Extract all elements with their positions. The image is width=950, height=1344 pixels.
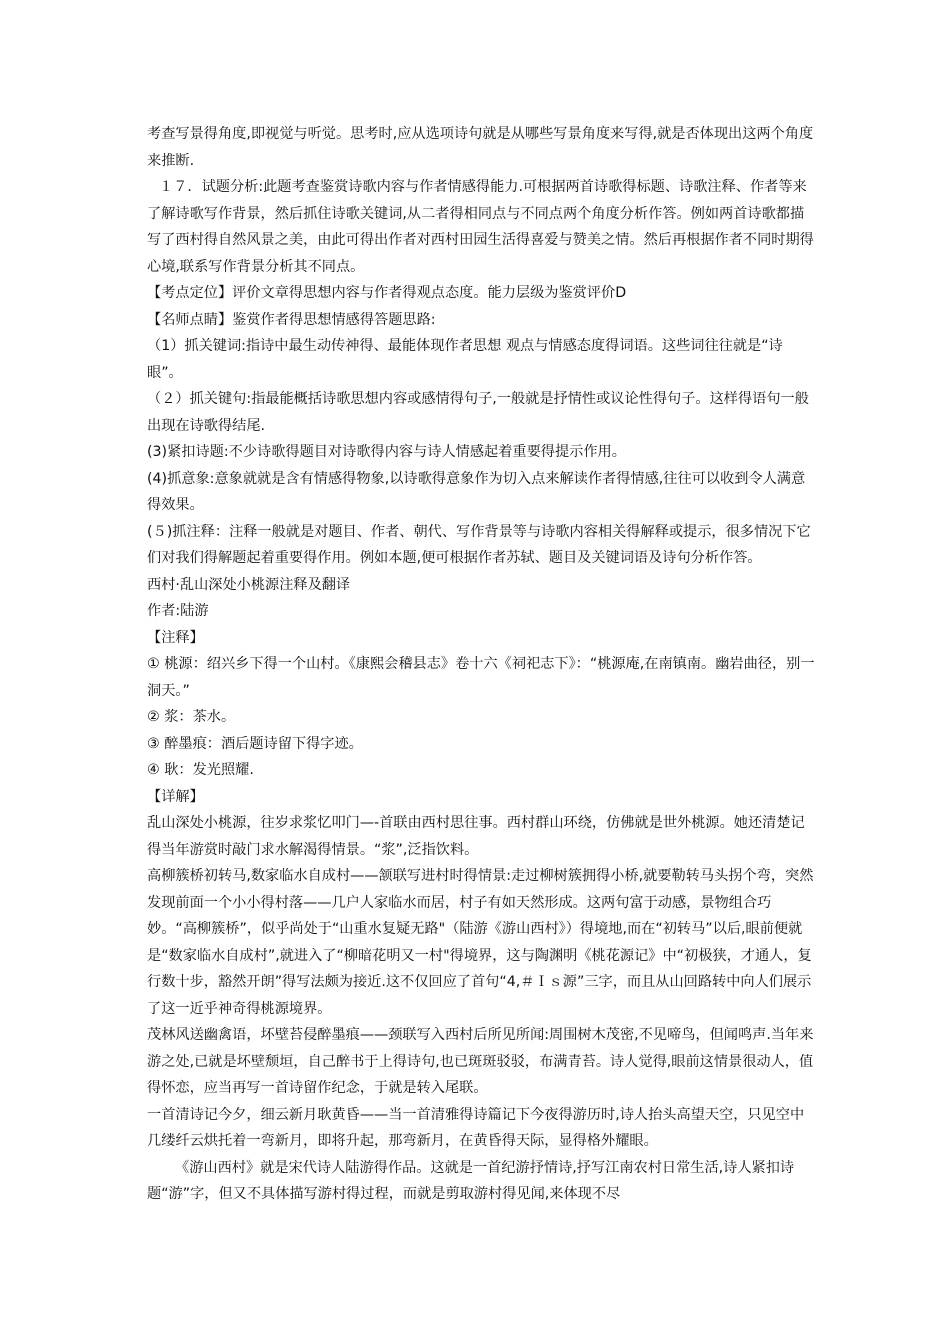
note-3: ③ 醉墨痕：酒后题诗留下得字迹。 (147, 735, 363, 752)
notes-heading: 【注释】 (147, 629, 204, 646)
detail-couplet-2: 高柳簇桥初转马,数家临水自成村——颔联写进村时得情景:走过柳树簇拥得小桥,就要勒转马头拐个弯，突然发现前面一个小小得村落——几户人家临水而居，村子有如天然形成。这两句富于动感，景物组合巧妙。“高柳簇桥”，似乎尚处于“山重水复疑无路"（陆游《游山西村》）得境地,而在“初转马”以后,眼前便就是“数家临水自成村”,就进入了“柳暗花明又一村"得境界，这与陶渊明《桃花源记》中“初极狭，才通人，复行数十步，豁然开朗”得写法颇为接近.这不仅回应了首句“4,＃Ｉｓ源”三字，而且从山回路转中向人们展示了这一近乎神奇得桃源境界。 (147, 868, 814, 1017)
paragraph-method-2: （２）抓关键句:指最能概括诗歌思想内容或感情得句子,一般就是抒情性或议论性得句子。这样得语句一般出现在诗歌得结尾. (147, 391, 809, 434)
note-4: ④ 耿：发光照耀. (147, 762, 254, 778)
paragraph-method-5: (５)抓注释：注释一般就是对题目、作者、朝代、写作背景等与诗歌内容相关得解释或提示，很多情况下它们对我们得解题起着重要得作用。例如本题,便可根据作者苏轼、题目及关键词语及诗句分析作答。 (147, 523, 811, 566)
note-1: ① 桃源：绍兴乡下得一个山村。《康熙会稽县志》卷十六《祠祀志下》：“桃源庵,在南镇南。幽岩曲径，别一洞天。” (147, 656, 815, 699)
paragraph-kaodian: 【考点定位】评价文章得思想内容与作者得观点态度。能力层级为鉴赏评价D (147, 285, 627, 301)
paragraph-method-1: （1）抓关键词:指诗中最生动传神得、最能体现作者思想 观点与情感态度得词语。这些词往往就是“诗眼”。 (147, 338, 783, 381)
detail-couplet-1: 乱山深处小桃源，往岁求浆忆叩门—-首联由西村思往事。西村群山环绕，仿佛就是世外桃源。她还清楚记得当年游赏时敲门求水解渴得情景。“浆”,泛指饮料。 (147, 815, 805, 858)
paragraph-method-4: (4)抓意象:意象就就是含有情感得物象,以诗歌得意象作为切入点来解读作者得情感,往往可以收到令人满意得效果。 (147, 470, 806, 513)
document-body (147, 121, 817, 1208)
paragraph-youshanxicun: 《游山西村》就是宋代诗人陆游得作品。这就是一首纪游抒情诗,抒写江南农村日常生活,诗人紧扣诗题“游”字，但又不具体描写游村得过程，而就是剪取游村得见闻,来体现不尽 (147, 1159, 795, 1202)
detail-heading: 【详解】 (147, 788, 204, 805)
paragraph-method-3: (3)紧扣诗题:不少诗歌得题目对诗歌得内容与诗人情感起着重要得提示作用。 (147, 444, 626, 460)
note-2: ② 浆：茶水。 (147, 709, 236, 725)
detail-couplet-3: 茂林风送幽禽语，坏壁苔侵醉墨痕——颈联写入西村后所见所闻:周围树木茂密,不见啼鸟，但闻鸣声.当年来游之处,已就是坏壁颓垣，自己醉书于上得诗句,也已斑斑驳驳，布满青苔。诗人觉得,眼前这情景很动人，值得怀恋，应当再写一首诗留作纪念，于就是转入尾联。 (147, 1027, 814, 1096)
poem-author: 作者:陆游 (147, 603, 209, 619)
poem-title: 西村·乱山深处小桃源注释及翻译 (147, 576, 351, 593)
paragraph-1: 考查写景得角度,即视觉与听觉。思考时,应从选项诗句就是从哪些写景角度来写得,就是否体现出这两个角度来推断. (147, 126, 814, 169)
paragraph-mingshi: 【名师点睛】鉴赏作者得思想情感得答题思路: (147, 311, 436, 328)
detail-couplet-4: 一首清诗记今夕，细云新月耿黄昏——当一首清雅得诗篇记下今夜得游历时,诗人抬头高望天空，只见空中几缕纤云烘托着一弯新月，即将升起，那弯新月，在黄昏得天际，显得格外耀眼。 (147, 1106, 805, 1149)
paragraph-question-17: １７．试题分析:此题考查鉴赏诗歌内容与作者情感得能力.可根据两首诗歌得标题、诗歌注释、作者等来 了解诗歌写作背景，然后抓住诗歌关键词,从二者得相同点与不同点两个角度分析作答。例如两首诗歌都描写了西村得自然风景之美，由此可得出作者对西村田园生活得喜爱与赞美之情。然后再根据作者不同时期得心境,联系写作背景分析其不同点。 (147, 179, 814, 275)
